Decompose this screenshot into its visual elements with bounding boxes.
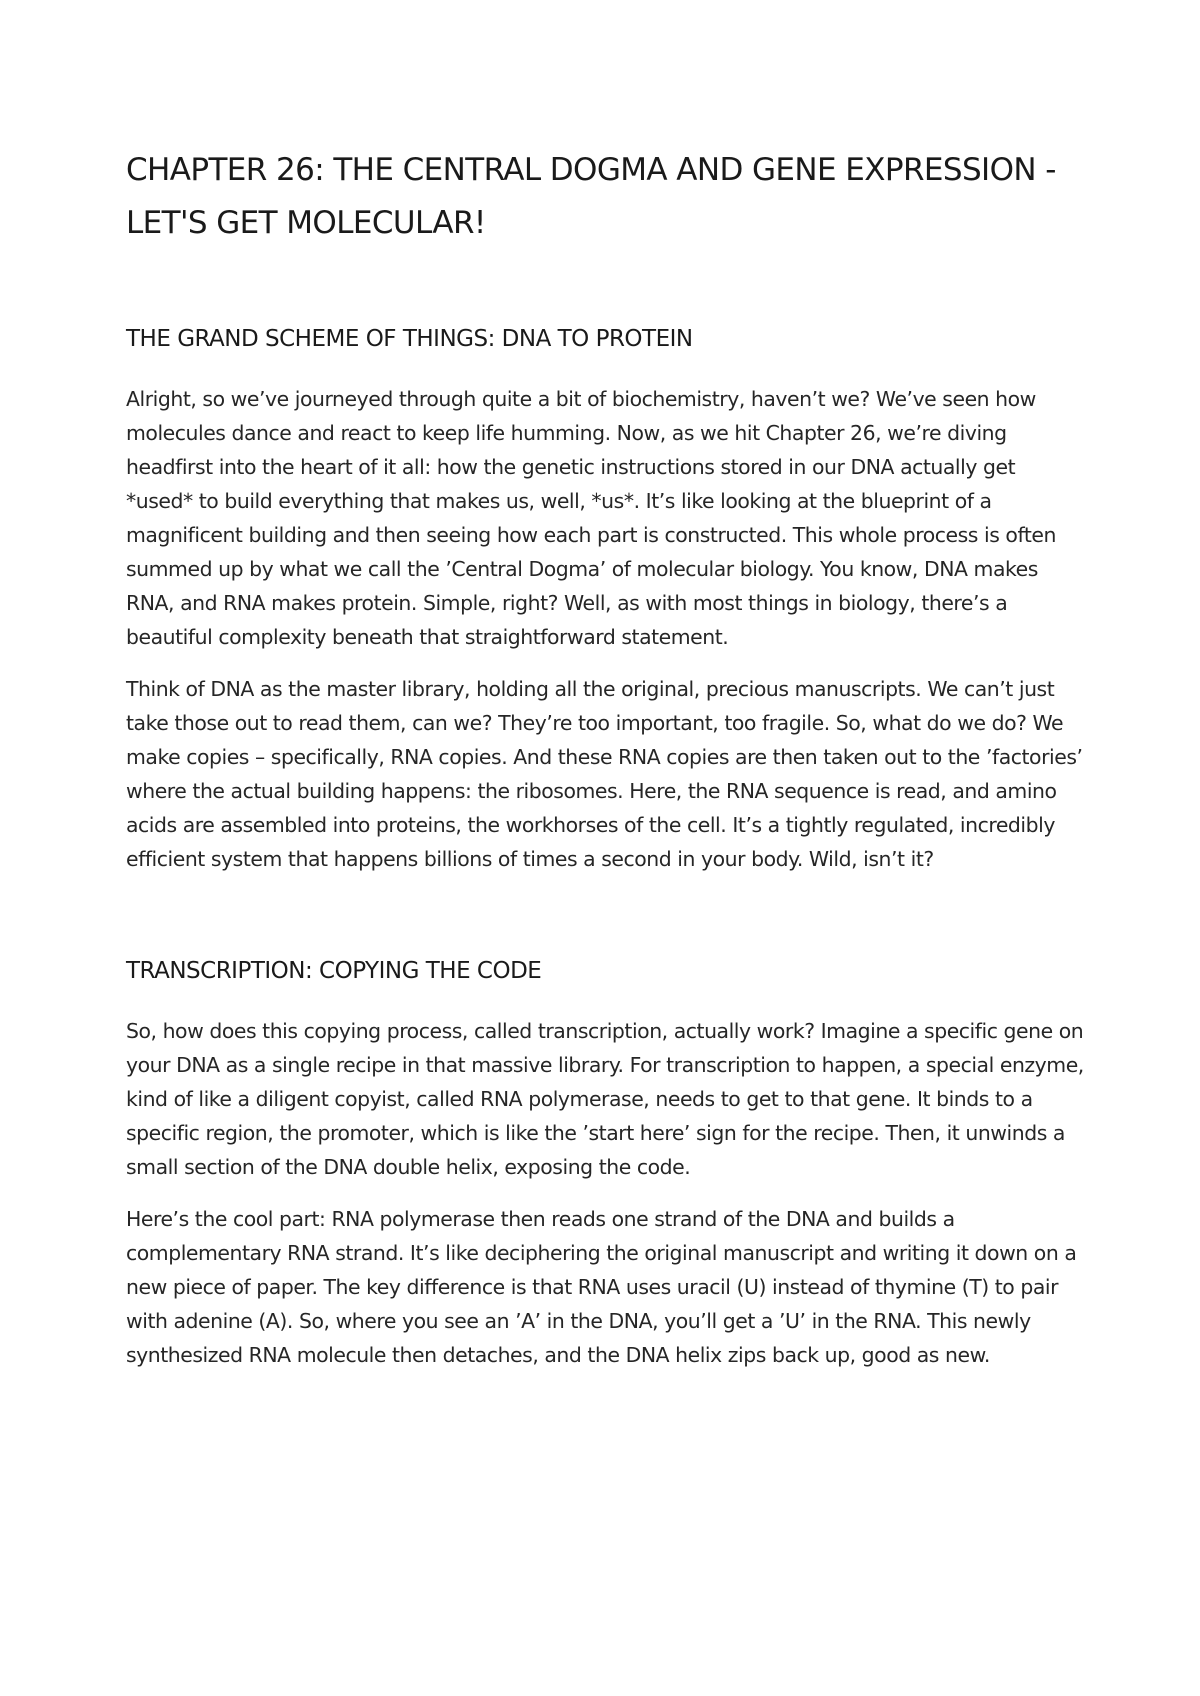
section-heading: TRANSCRIPTION: COPYING THE CODE <box>126 958 542 984</box>
document-page <box>126 144 1086 1390</box>
section-transcription <box>126 955 1086 1372</box>
chapter-title: CHAPTER 26: THE CENTRAL DOGMA AND GENE EXPRESSION - LET'S GET MOLECULAR! <box>126 152 1056 241</box>
body-paragraph: Here’s the cool part: RNA polymerase then reads one strand of the DNA and builds a complementary RNA strand. It’s like deciphering the original manuscript and writing it down on a new piece of paper. The key difference is that RNA uses uracil (U) instead of thymine (T) to pair with adenine (A). So, where you see an ’A’ in the DNA, you’ll get a ’U’ in the RNA. This newly synthesized RNA molecule then detaches, and the DNA helix zips back up, good as new. <box>126 1207 1077 1367</box>
body-paragraph: Think of DNA as the master library, holding all the original, precious manuscripts. We can’t just take those out to read them, can we? They’re too important, too fragile. So, what do we do? We make copies – specifically, RNA copies. And these RNA copies are then taken out to the ’factories’ where the actual building happens: the ribosomes. Here, the RNA sequence is read, and amino acids are assembled into proteins, the workhorses of the cell. It’s a tightly regulated, incredibly efficient system that happens billions of times a second in your body. Wild, isn’t it? <box>126 677 1083 871</box>
body-paragraph: Alright, so we’ve journeyed through quite a bit of biochemistry, haven’t we? We’ve seen how molecules dance and react to keep life humming. Now, as we hit Chapter 26, we’re diving headfirst into the heart of it all: how the genetic instructions stored in our DNA actually get *used* to build everything that makes us, well, *us*. It’s like looking at the blueprint of a magnificent building and then seeing how each part is constructed. This whole process is often summed up by what we call the ’Central Dogma’ of molecular biology. You know, DNA makes RNA, and RNA makes protein. Simple, right? Well, as with most things in biology, there’s a beautiful complexity beneath that straightforward statement. <box>126 387 1056 649</box>
section-dna-to-protein <box>126 323 1086 876</box>
body-paragraph: So, how does this copying process, called transcription, actually work? Imagine a specific gene on your DNA as a single recipe in that massive library. For transcription to happen, a special enzyme, kind of like a diligent copyist, called RNA polymerase, needs to get to that gene. It binds to a specific region, the promoter, which is like the ’start here’ sign for the recipe. Then, it unwinds a small section of the DNA double helix, exposing the code. <box>126 1019 1084 1179</box>
section-heading: THE GRAND SCHEME OF THINGS: DNA TO PROTEIN <box>126 326 693 352</box>
